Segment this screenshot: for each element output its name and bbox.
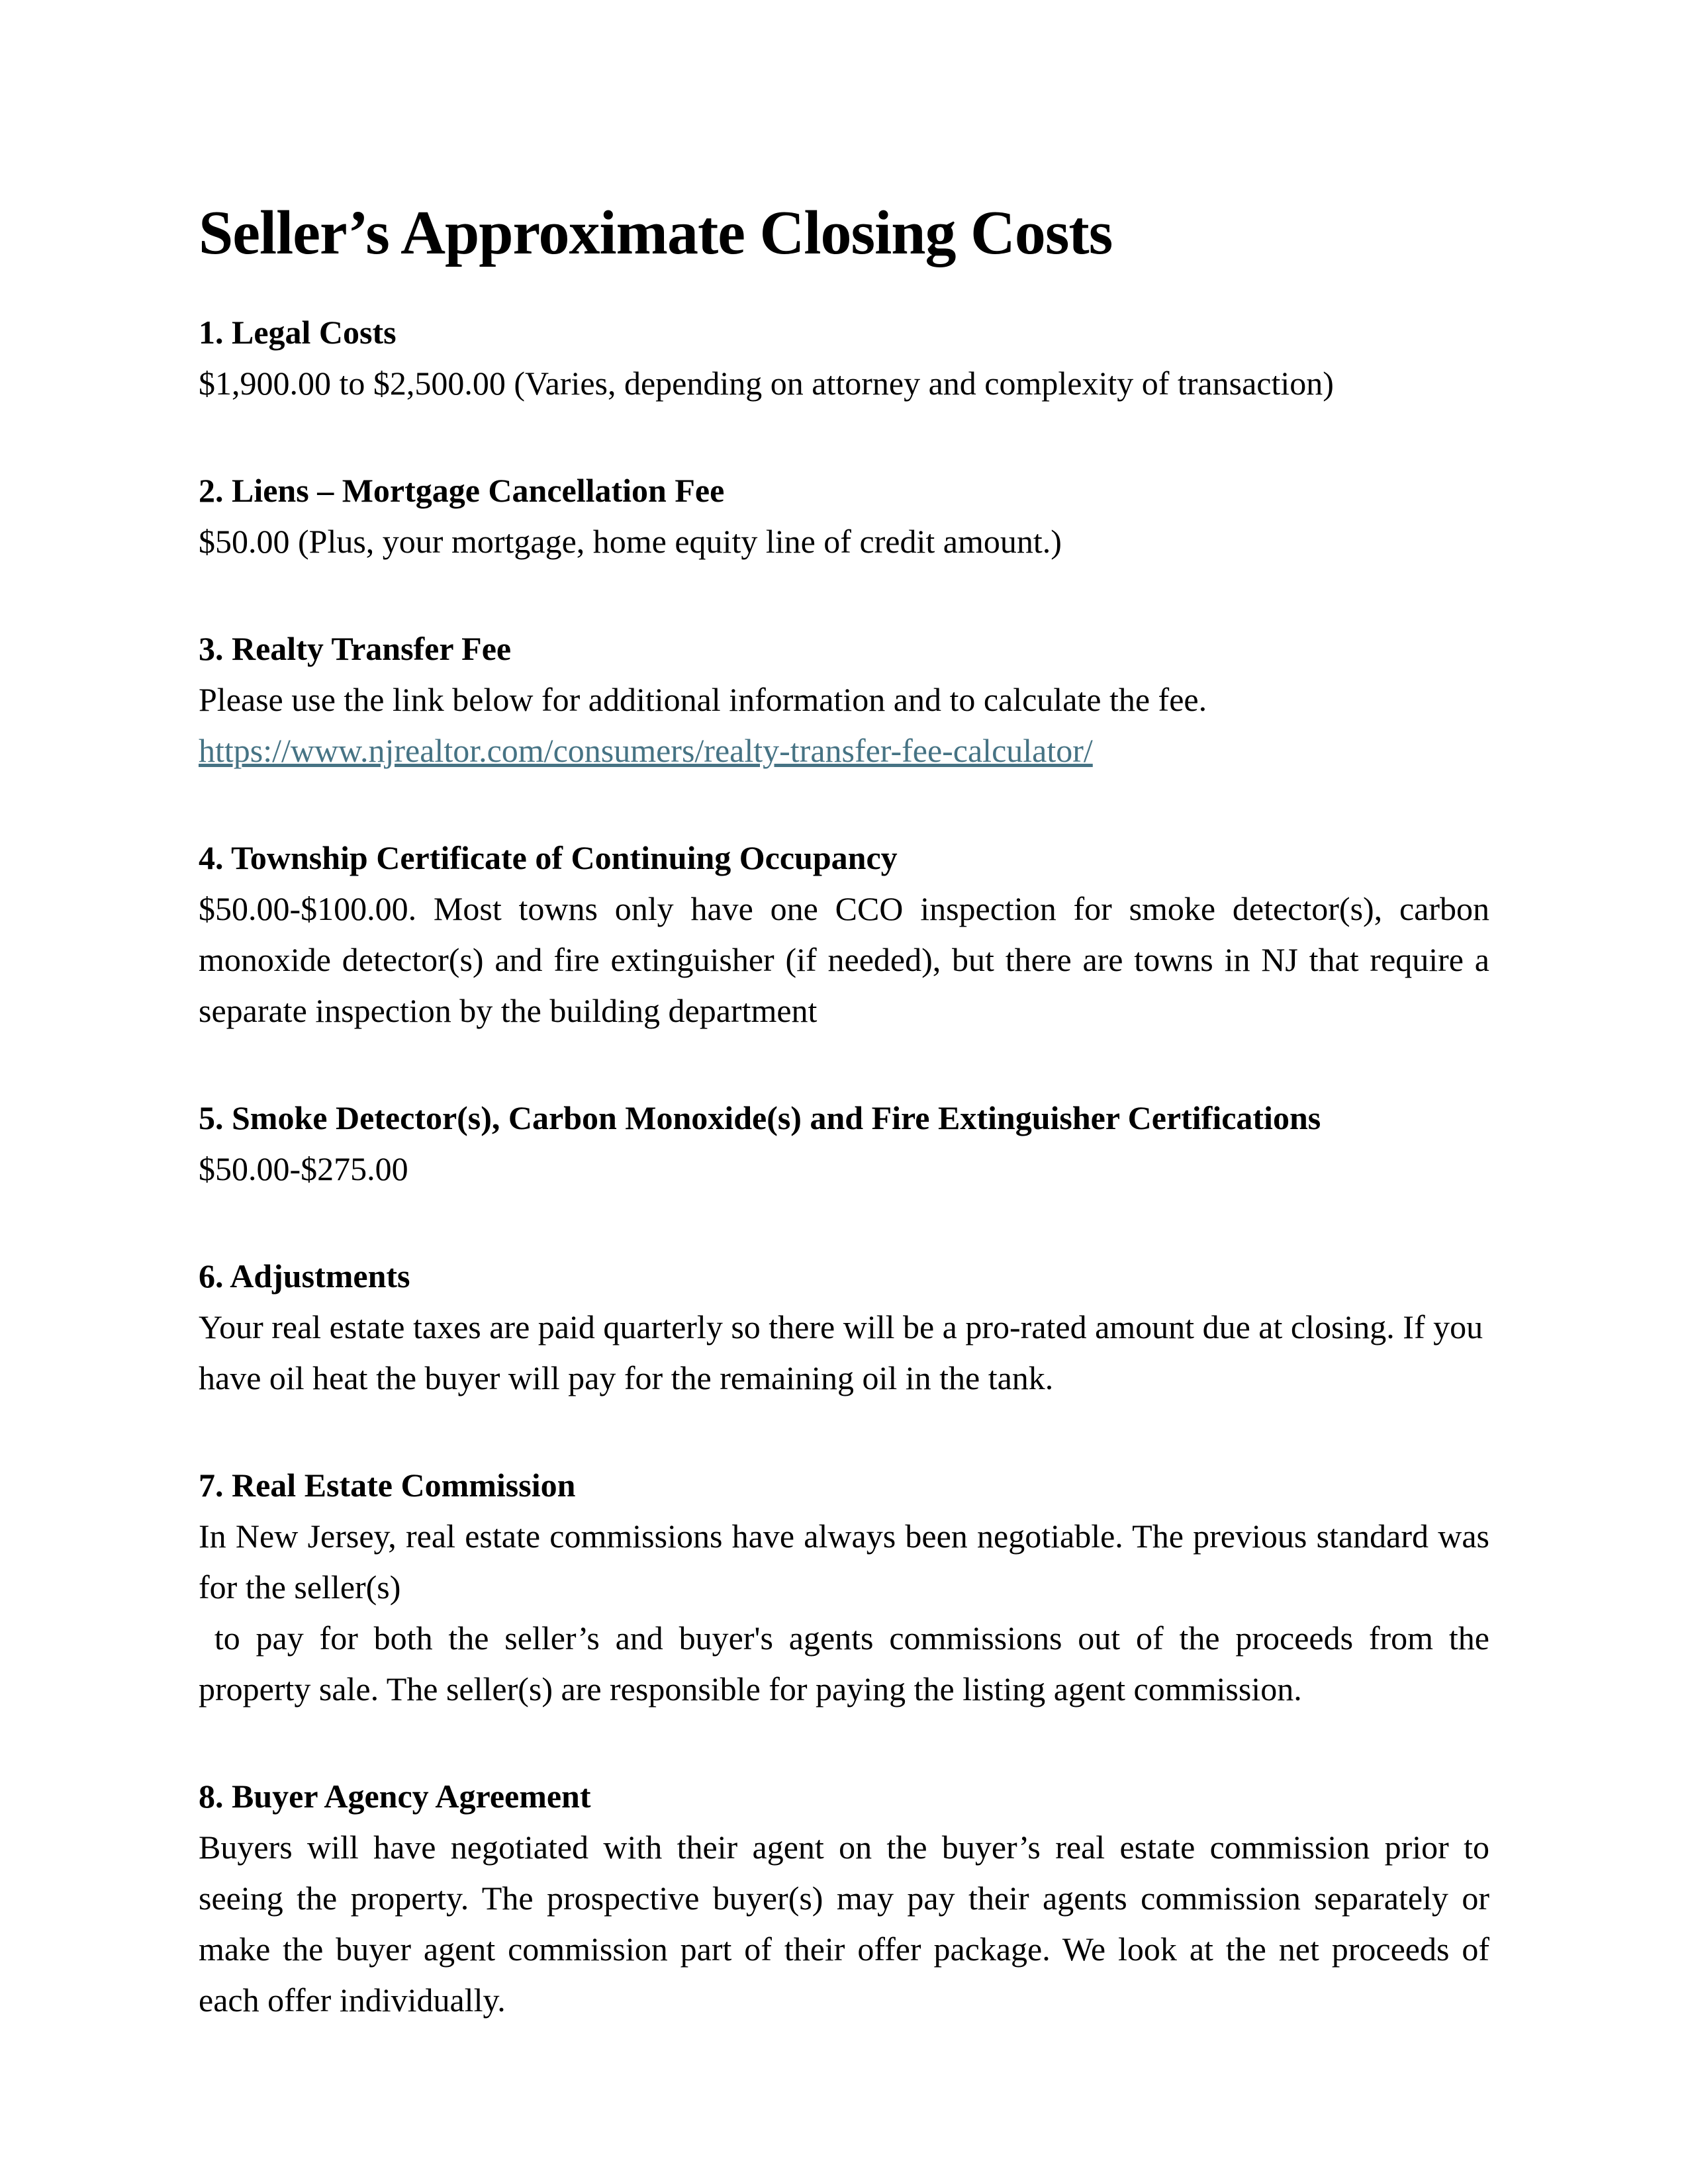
closing-cost-section <box>199 1771 1489 2026</box>
link-line <box>199 725 1489 776</box>
section-paragraph: Buyers will have negotiated with their agent on the buyer’s real estate commission prior to seeing the property. The prospective buyer(s) may pay their agents commission separately or make the buyer agent commission part of their offer package. We look at the net proceeds of each offer individually. <box>199 1829 1489 2019</box>
section-heading: 6. Adjustments <box>199 1257 410 1295</box>
section-paragraph: $50.00-$100.00. Most towns only have one CCO inspection for smoke detector(s), carbon monoxide detector(s) and fire extinguisher (if needed), but there are towns in NJ that require a separate inspection by the building department <box>199 890 1489 1030</box>
section-heading: 8. Buyer Agency Agreement <box>199 1778 591 1815</box>
section-heading: 7. Real Estate Commission <box>199 1467 576 1504</box>
closing-cost-section <box>199 623 1489 776</box>
section-paragraph: $50.00-$275.00 <box>199 1150 408 1188</box>
closing-cost-section <box>199 465 1489 567</box>
closing-cost-section <box>199 1093 1489 1195</box>
section-paragraph: to pay for both the seller’s and buyer's agents commissions out of the proceeds from the property sale. The seller(s) are responsible for paying the listing agent commission. <box>199 1619 1489 1708</box>
section-heading: 5. Smoke Detector(s), Carbon Monoxide(s) and Fire Extinguisher Certifications <box>199 1099 1321 1137</box>
realty-transfer-fee-calculator-link[interactable]: https://www.njrealtor.com/consumers/realty-transfer-fee-calculator/ <box>199 732 1093 770</box>
sections-container <box>199 307 1489 2026</box>
section-heading: 3. Realty Transfer Fee <box>199 630 512 668</box>
closing-cost-section <box>199 307 1489 409</box>
section-paragraph: Your real estate taxes are paid quarterly so there will be a pro-rated amount due at closing. If you have oil heat the buyer will pay for the remaining oil in the tank. <box>199 1308 1483 1397</box>
section-paragraph: $50.00 (Plus, your mortgage, home equity line of credit amount.) <box>199 523 1062 561</box>
closing-cost-section <box>199 1251 1489 1404</box>
closing-cost-section <box>199 833 1489 1036</box>
section-paragraph: In New Jersey, real estate commissions have always been negotiable. The previous standard was for the seller(s) <box>199 1518 1489 1606</box>
section-heading: 1. Legal Costs <box>199 314 397 351</box>
page-title: Seller’s Approximate Closing Costs <box>199 199 1113 267</box>
section-paragraph: $1,900.00 to $2,500.00 (Varies, depending on attorney and complexity of transaction) <box>199 365 1334 402</box>
section-heading: 2. Liens – Mortgage Cancellation Fee <box>199 472 725 510</box>
section-heading: 4. Township Certificate of Continuing Occupancy <box>199 839 898 877</box>
section-paragraph: Please use the link below for additional information and to calculate the fee. <box>199 681 1207 719</box>
closing-cost-section <box>199 1460 1489 1715</box>
